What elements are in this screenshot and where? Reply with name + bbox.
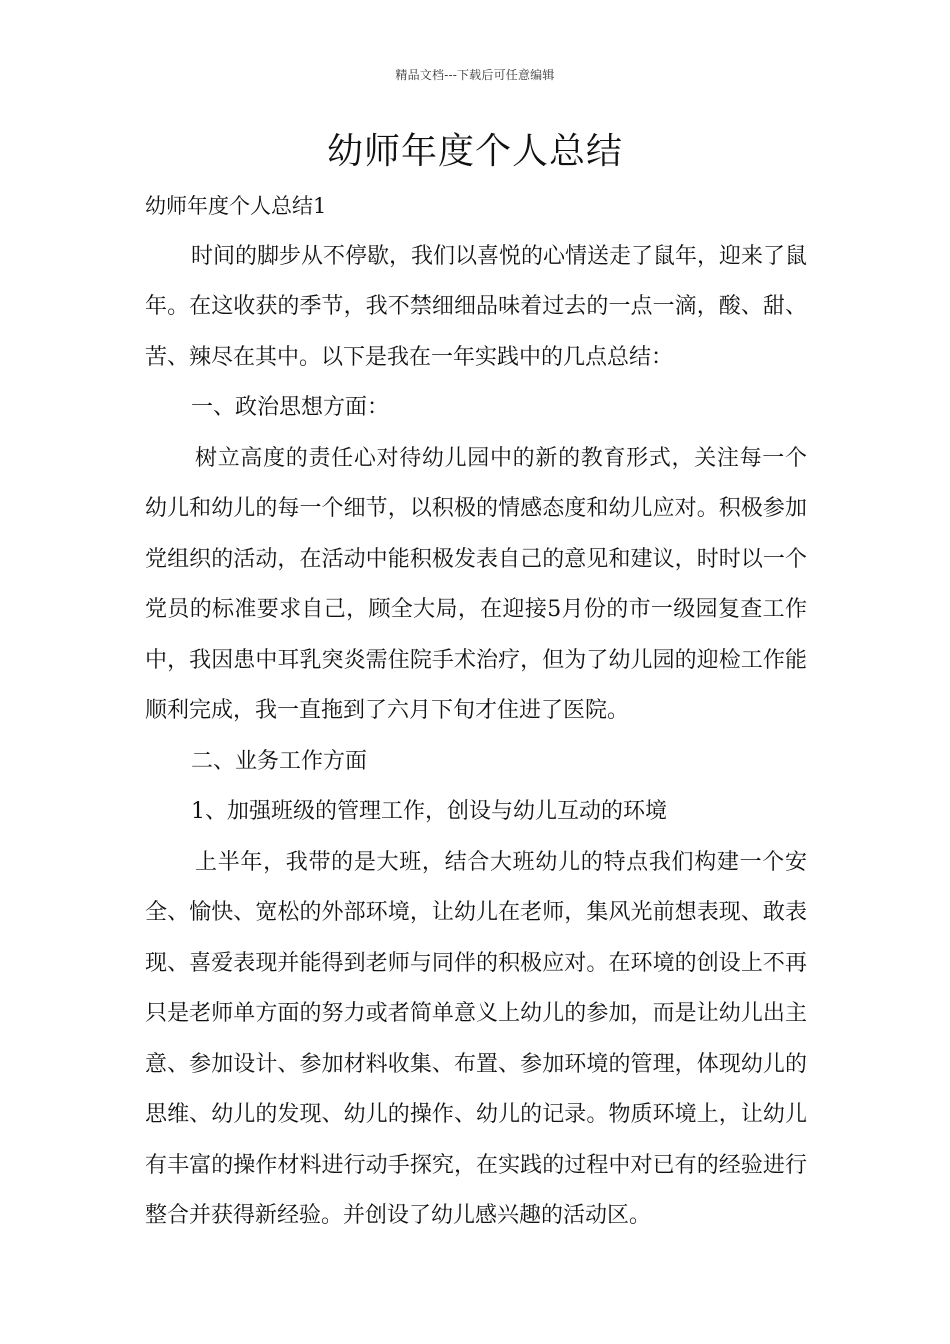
section-heading-politics: 一、政治思想方面： — [191, 395, 390, 420]
paragraph-politics: 树立高度的责任心对待幼儿园中的新的教育形式，关注每一个幼儿和幼儿的每一个细节，以积极的情感态度和幼儿应对。积极参加党组织的活动，在活动中能积极发表自己的意见和建议，时时以一个党员的标准要求自己，顾全大局，在迎接5月份的市一级园复查工作中，我因患中耳乳突炎需住院手术治疗，但为了幼儿园的迎检工作能顺利完成，我一直拖到了六月下旬才住进了医院。 — [145, 445, 807, 723]
document-subtitle: 幼师年度个人总结1 — [145, 194, 327, 218]
paragraph-intro: 时间的脚步从不停歇，我们以喜悦的心情送走了鼠年，迎来了鼠年。在这收获的季节，我不禁细细品味着过去的一点一滴，酸、甜、苦、辣尽在其中。以下是我在一年实践中的几点总结： — [145, 243, 808, 370]
document-body — [145, 181, 807, 1242]
document-title: 幼师年度个人总结 — [326, 131, 623, 172]
header-note: 精品文档---下载后可任意编辑 — [395, 68, 555, 82]
paragraph-class-management: 上半年，我带的是大班，结合大班幼儿的特点我们构建一个安全、愉快、宽松的外部环境，让幼儿在老师，集风光前想表现、敢表现、喜爱表现并能得到老师与同伴的积极应对。在环境的创设上不再只是老师单方面的努力或者简单意义上幼儿的参加，而是让幼儿出主意、参加设计、参加材料收集、布置、参加环境的管理，体现幼儿的思维、幼儿的发现、幼儿的操作、幼儿的记录。物质环境上，让幼儿有丰富的操作材料进行动手探究，在实践的过程中对已有的经验进行整合并获得新经验。并创设了幼儿感兴趣的活动区。 — [145, 849, 807, 1228]
section-heading-work: 二、业务工作方面 — [191, 748, 368, 774]
subsection-heading-class-management: 1、加强班级的管理工作，创设与幼儿互动的环境 — [191, 799, 667, 824]
